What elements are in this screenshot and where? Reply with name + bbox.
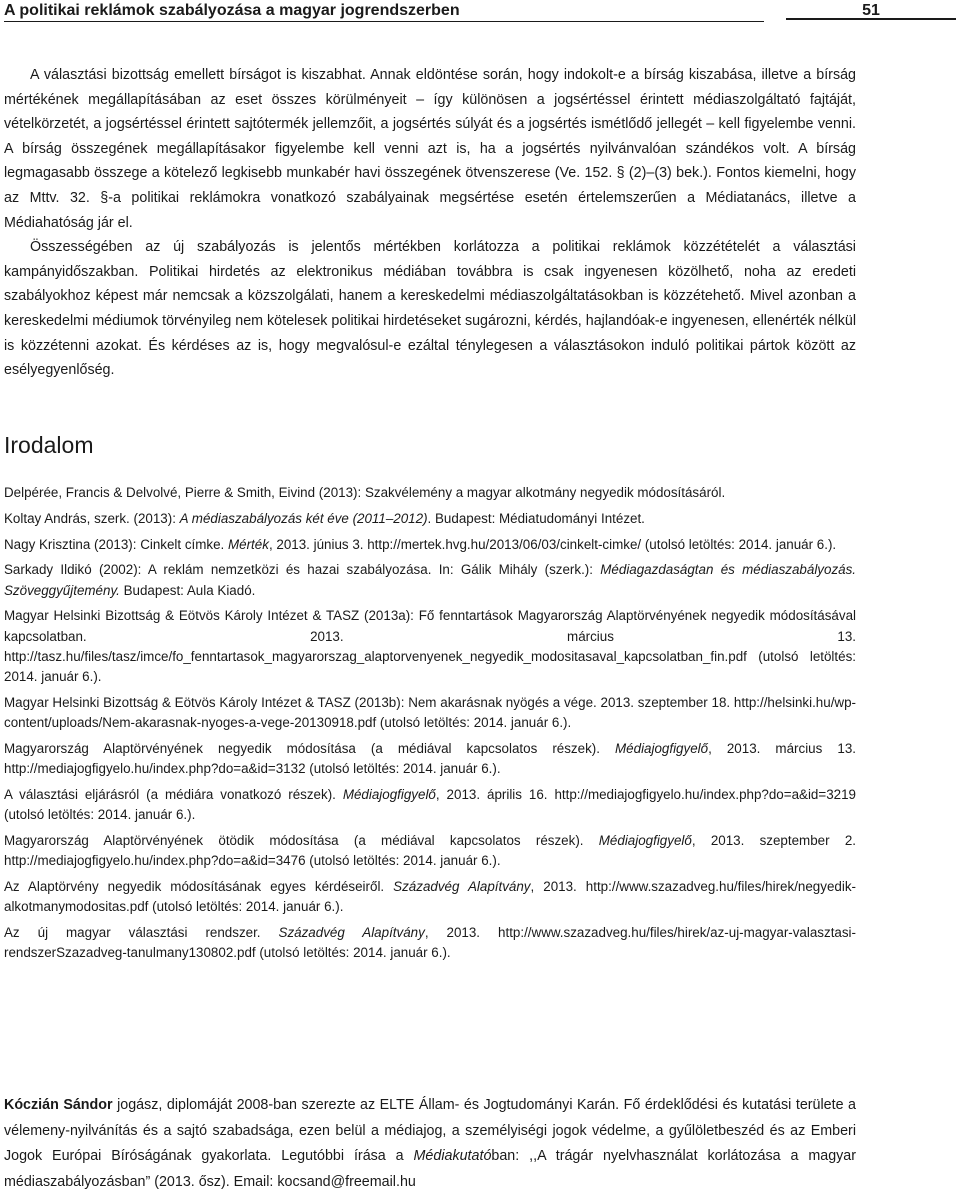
reference-title-italic: Médiajogfigyelő [342, 786, 436, 802]
reference-item [4, 831, 856, 871]
reference-item [4, 785, 856, 825]
reference-title-italic: A médiaszabályozás két éve (2011–2012) [179, 510, 428, 526]
running-header [4, 0, 956, 24]
page-number: 51 [862, 2, 880, 19]
bio-text: jogász, diplomáját 2008-ban szerezte az ELTE Állam- és Jogtudományi Karán. Fő érdeklődési és kutatási területe a vélemeny-nyilvánítás és a sajtó szabadsága, ezen belül a médiajog, a személyiségi jogok védelme, a gyűlöletbeszéd és az Emberi Jogok Európai Bíróságának gyakorlata. Legutóbbi írása a [4, 1097, 856, 1165]
reference-text: Koltay András, szerk. (2013): [4, 510, 180, 526]
reference-text: , 2013. április 16. http://mediajogfigyelo.hu/index.php?do=a&id=3219 (utolsó letöltés: 2014. január 6.). [4, 786, 856, 822]
author-bio [4, 1093, 856, 1195]
reference-title-italic: Médiajogfigyelő [615, 740, 709, 756]
header-title: A politikai reklámok szabályozása a magyar jogrendszerben [4, 2, 460, 19]
reference-text: Sarkady Ildikó (2002): A reklám nemzetközi és hazai szabályozása. In: Gálik Mihály (szerk.): [4, 562, 601, 578]
reference-text: Az új magyar választási rendszer. [4, 924, 279, 940]
reference-text: Az Alaptörvény negyedik módosításának egyes kérdéseiről. [4, 878, 394, 894]
reference-title-italic: Századvég Alapítvány [393, 878, 531, 894]
reference-item [4, 877, 856, 917]
reference-text: Nagy Krisztina (2013): Cinkelt címke. [4, 536, 228, 552]
reference-item [4, 509, 856, 529]
reference-text: Delpérée, Francis & Delvolvé, Pierre & Smith, Eivind (2013): Szakvélemény a magyar alkotmány negyedik módosításáról. [4, 485, 726, 500]
author-bio-paragraph [4, 1093, 856, 1195]
reference-text: Magyarország Alaptörvényének ötödik módosítása (a médiával kapcsolatos részek). [4, 832, 599, 848]
body-text [4, 63, 856, 383]
reference-text: Magyar Helsinki Bizottság & Eötvös Károly Intézet & TASZ (2013a): Fő fenntartások Magyarország Alaptörvényének negyedik módosításával kapcsolatban. 2013. március 13. http://tasz.hu/files/tasz/imce/fo_fenntartasok_magyarorszag_alaptorvenyenek_negyedik_modositasaval_kapcsolatban_fin.pdf (utolsó letöltés: 2014. január 6.). [4, 608, 856, 684]
bio-journal-title: Médiakutató [413, 1148, 492, 1165]
reference-text: , 2013. http://www.szazadveg.hu/files/hirek/negyedik-alkotmanymodositas.pdf (utolsó letöltés: 2014. január 6.). [4, 878, 856, 914]
reference-text: , 2013. március 13. http://mediajogfigyelo.hu/index.php?do=a&id=3132 (utolsó letöltés: 2014. január 6.). [4, 740, 856, 776]
section-title: Irodalom [4, 432, 94, 458]
header-rule [4, 21, 764, 22]
body-paragraph: A választási bizottság emellett bírságot is kiszabhat. Annak eldöntése során, hogy indokolt-e a bírság kiszabása, illetve a bírság mértékének megállapításában az eset összes körülményeit – így különösen a jogsértéssel érintett médiaszolgáltató fajtáját, vételkörzetét, a jogsértéssel érintett sajtótermék jellemzőit, a jogsértés súlyát és a jogsértés ismétlődő jellegét – kell figyelembe venni. A bírság összegének megállapításakor figyelembe kell venni azt is, ha a jogsértés nyilvánvalóan szándékos volt. A bírság legmagasabb összege a kötelező legkisebb munkabér havi összegének ötvenszerese (Ve. 152. § (2)–(3) bek.). Fontos kiemelni, hogy az Mttv. 32. §-a politikai reklámokra vonatkozó szabályainak megsértése esetén értelemszerűen a Médiatanács, illetve a Médiahatóság jár el. [4, 67, 856, 231]
reference-list [4, 483, 856, 969]
reference-text: Magyarország Alaptörvényének negyedik módosítása (a médiával kapcsolatos részek). [4, 740, 616, 756]
reference-text: , 2013. http://www.szazadveg.hu/files/hirek/az-uj-magyar-valasztasi-rendszerSzazadveg-tanulmany130802.pdf (utolsó letöltés: 2014. január 6.). [4, 924, 856, 960]
page-number-rule [786, 18, 956, 20]
reference-item [4, 739, 856, 779]
reference-title-italic: Mérték [228, 536, 269, 552]
reference-item [4, 535, 856, 555]
reference-title-italic: Századvég Alapítvány [278, 924, 425, 940]
reference-item [4, 483, 856, 503]
reference-text: , 2013. szeptember 2. http://mediajogfigyelo.hu/index.php?do=a&id=3476 (utolsó letöltés: 2014. január 6.). [4, 832, 856, 868]
reference-title-italic: Médiajogfigyelő [598, 832, 692, 848]
reference-title-italic: Médiagazdaságtan és médiaszabályozás. Szöveggyűjtemény. [4, 562, 857, 598]
reference-text: Budapest: Aula Kiadó. [119, 582, 256, 598]
reference-item [4, 923, 856, 963]
body-paragraph: Összességében az új szabályozás is jelentős mértékben korlátozza a politikai reklámok közzétételét a választási kampányidőszakban. Politikai hirdetés az elektronikus médiában továbbra is csak ingyenesen közölhető, noha az eredeti szabályokhoz képest már nemcsak a közszolgálati, hanem a kereskedelmi médiaszolgáltatásokban is közzétehető. Mivel azonban a kereskedelmi médiumok törvényileg nem kötelesek politikai hirdetéseket sugározni, kérdés, hajlandóak-e ingyenesen, ellenérték nélkül is közzétenni azokat. És kérdéses az is, hogy megvalósul-e ezáltal ténylegesen a választásokon induló politikai pártok között az esélyegyenlőség. [4, 239, 856, 379]
reference-item [4, 693, 856, 733]
reference-text: A választási eljárásról (a médiára vonatkozó részek). [4, 786, 343, 802]
reference-text: Magyar Helsinki Bizottság & Eötvös Károly Intézet & TASZ (2013b): Nem akarásnak nyögés a vége. 2013. szeptember 18. http://helsinki.hu/wp-content/uploads/Nem-akarasnak-nyoges-a-vege-20130918.pdf (utolsó letöltés: 2014. január 6.). [4, 694, 856, 730]
reference-text: , 2013. június 3. http://mertek.hvg.hu/2013/06/03/cinkelt-cimke/ (utolsó letöltés: 2014. január 6.). [268, 536, 837, 552]
reference-text: . Budapest: Médiatudományi Intézet. [427, 510, 645, 526]
author-name: Kóczián Sándor [4, 1097, 113, 1113]
bio-text: ban: ,,A trágár nyelvhasználat korlátozása a magyar médiaszabályozásban” (2013. ősz). Email: kocsand@freemail.hu [4, 1148, 857, 1190]
reference-item [4, 606, 856, 687]
reference-item [4, 560, 856, 600]
